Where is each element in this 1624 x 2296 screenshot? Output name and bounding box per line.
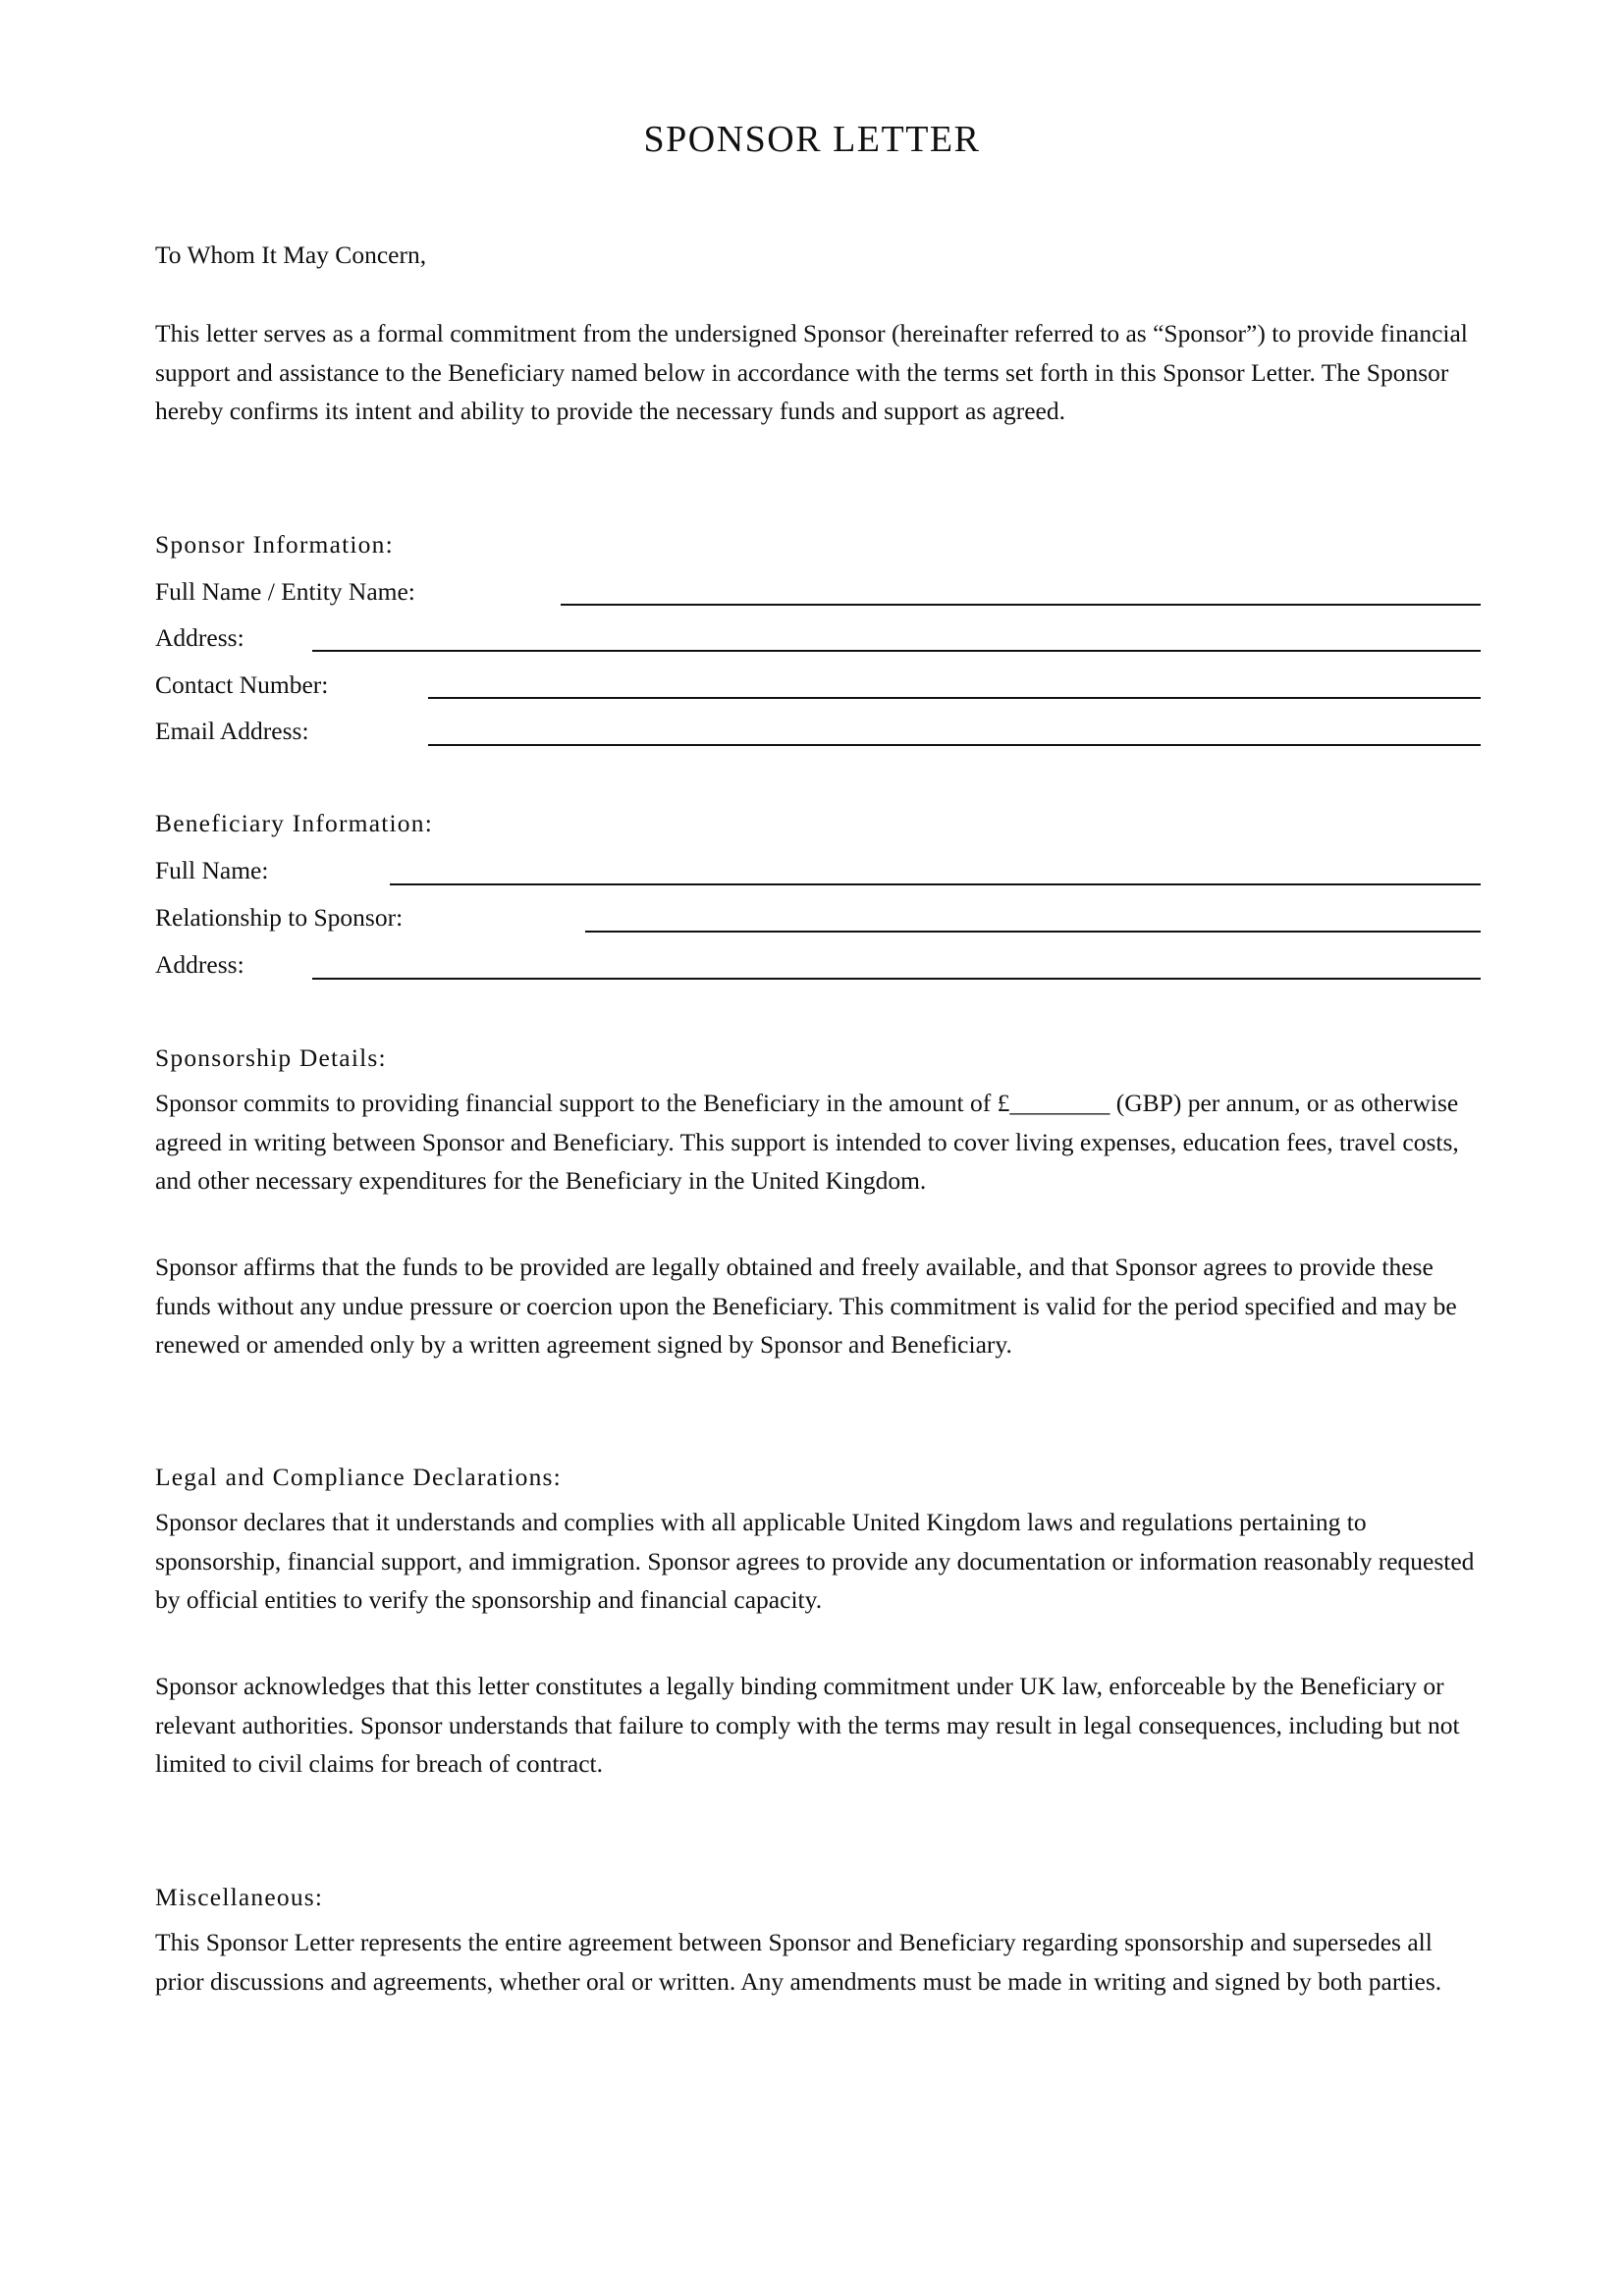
legal-compliance-paragraph-2: Sponsor acknowledges that this letter constitutes a legally binding commitment under UK law, enforceable by the Beneficiary or relevant authorities. Sponsor understands that failure to comply with the terms may result in legal consequences, including but not limited to civil claims for breach of contract. [155,1672,1460,1778]
sponsor-contact-number-field[interactable] [428,697,1481,699]
legal-compliance-paragraph-1: Sponsor declares that it understands and complies with all applicable United Kingdom laws and regulations pertaining to sponsorship, financial support, and immigration. Sponsor agrees to provide any documentation or information reasonably requested by official entities to verify the sponsorship and financial capacity. [155,1508,1475,1614]
beneficiary-full-name-field[interactable] [390,883,1481,885]
beneficiary-relationship-field[interactable] [585,931,1481,933]
sponsor-address-field[interactable] [312,650,1481,652]
beneficiary-relationship-label: Relationship to Sponsor: [155,903,404,932]
sponsor-email-field[interactable] [428,744,1481,746]
document-title: SPONSOR LETTER [643,119,981,160]
legal-compliance-heading: Legal and Compliance Declarations: [155,1463,562,1491]
sponsorship-details-paragraph-1: Sponsor commits to providing financial support to the Beneficiary in the amount of £________ (GBP) per annum, or as otherwise agreed in writing between Sponsor and Beneficiary. This support is intended to cover living expenses, education fees, travel costs, and other necessary expenditures for the Beneficiary in the United Kingdom. [155,1089,1459,1195]
sponsor-address-label: Address: [155,623,244,652]
sponsor-full-name-label: Full Name / Entity Name: [155,577,415,606]
beneficiary-address-label: Address: [155,950,244,979]
sponsor-full-name-field[interactable] [561,604,1481,606]
sponsor-email-label: Email Address: [155,717,309,745]
sponsorship-details-heading: Sponsorship Details: [155,1043,387,1072]
beneficiary-info-heading: Beneficiary Information: [155,809,433,837]
sponsor-contact-number-label: Contact Number: [155,670,329,699]
beneficiary-full-name-label: Full Name: [155,856,269,884]
miscellaneous-heading: Miscellaneous: [155,1883,324,1911]
beneficiary-address-field[interactable] [312,978,1481,980]
miscellaneous-paragraph: This Sponsor Letter represents the entire agreement between Sponsor and Beneficiary regarding sponsorship and supersedes all prior discussions and agreements, whether oral or written. Any amendments must be made in writing and signed by both parties. [155,1928,1442,1996]
intro-paragraph: This letter serves as a formal commitment from the undersigned Sponsor (hereinafter referred to as “Sponsor”) to provide financial support and assistance to the Beneficiary named below in accordance with the terms set forth in this Sponsor Letter. The Sponsor hereby confirms its intent and ability to provide the necessary funds and support as agreed. [155,319,1468,425]
sponsor-info-heading: Sponsor Information: [155,530,394,559]
salutation: To Whom It May Concern, [155,240,427,269]
sponsorship-details-paragraph-2: Sponsor affirms that the funds to be provided are legally obtained and freely available, and that Sponsor agrees to provide these funds without any undue pressure or coercion upon the Beneficiary. This commitment is valid for the period specified and may be renewed or amended only by a written agreement signed by Sponsor and Beneficiary. [155,1253,1457,1359]
